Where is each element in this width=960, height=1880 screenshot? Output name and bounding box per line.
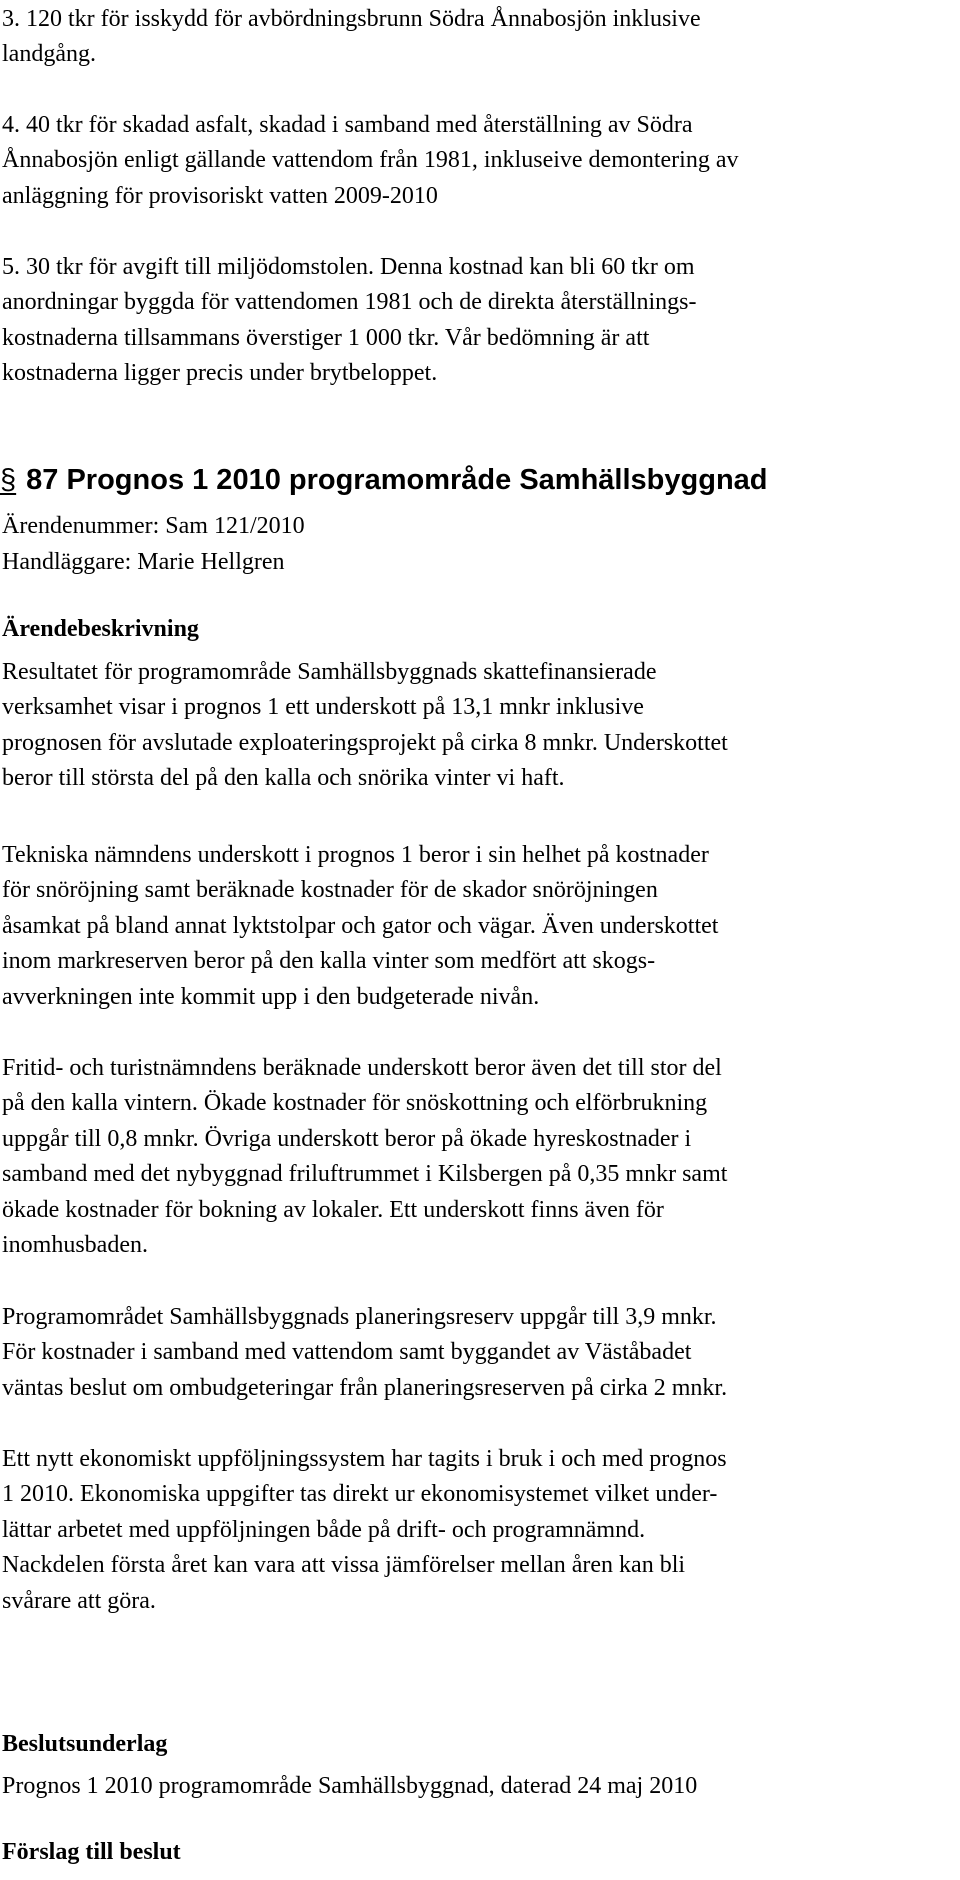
basis-heading: Beslutsunderlag (2, 1731, 168, 1757)
section-title: 87 Prognos 1 2010 programområde Samhällsbyggnad (26, 464, 768, 496)
proposal-heading: Förslag till beslut (2, 1839, 181, 1865)
section-sign: § (0, 464, 17, 496)
section-heading (0, 460, 950, 500)
list-item-5: 5. 30 tkr för avgift till miljödomstolen. Denna kostnad kan bli 60 tkr om anordningar byggda för vattendomen 1981 och de direkta återställnings- kostnaderna tillsammans överstiger 1 000 tkr. Vår bedömning är att kostnaderna ligger precis under brytbeloppet. (2, 254, 697, 387)
description-paragraph-5: Ett nytt ekonomiskt uppföljningssystem har tagits i bruk i och med prognos 1 2010. Ekonomiska uppgifter tas direkt ur ekonomisystemet vilket under- lättar arbetet med uppföljningen både på drift- och programnämnd. Nackdelen första året kan vara att vissa jämförelser mellan åren kan bli svårare att göra. (2, 1446, 727, 1614)
description-paragraph-1: Resultatet för programområde Samhällsbyggnads skattefinansierade verksamhet visar i prognos 1 ett underskott på 13,1 mnkr inklusive prognosen för avslutade exploateringsprojekt på cirka 8 mnkr. Underskottet beror till största del på den kalla och snörika vinter vi haft. (2, 659, 728, 792)
description-paragraph-4: Programområdet Samhällsbyggnads planeringsreserv uppgår till 3,9 mnkr. För kostnader i samband med vattendom samt byggandet av Väståbadet väntas beslut om ombudgeteringar från planeringsreserven på cirka 2 mnkr. (2, 1304, 728, 1401)
description-paragraph-2: Tekniska nämndens underskott i prognos 1 beror i sin helhet på kostnader för snöröjning samt beräknade kostnader för de skador snöröjningen åsamkat på bland annat lyktstolpar och gator och vägar. Även underskottet inom markreserven beror på den kalla vinter som medfört att skogs- avverkningen inte kommit upp i den budgeterade nivån. (2, 842, 719, 1010)
case-number: Ärendenummer: Sam 121/2010 (2, 513, 305, 539)
list-item-4: 4. 40 tkr för skadad asfalt, skadad i samband med återställning av Södra Ånnabosjön enligt gällande vattendom från 1981, inkluseive demontering av anläggning för provisoriskt vatten 2009-2010 (2, 112, 739, 209)
description-heading: Ärendebeskrivning (2, 616, 199, 642)
case-handler: Handläggare: Marie Hellgren (2, 549, 285, 575)
basis-text: Prognos 1 2010 programområde Samhällsbyggnad, daterad 24 maj 2010 (2, 1773, 698, 1799)
description-paragraph-3: Fritid- och turistnämndens beräknade underskott beror även det till stor del på den kalla vintern. Ökade kostnader för snöskottning och elförbrukning uppgår till 0,8 mnkr. Övriga underskott beror på ökade hyreskostnader i samband med det nybyggnad friluftrummet i Kilsbergen på 0,35 mnkr samt ökade kostnader för bokning av lokaler. Ett underskott finns även för inomhusbaden. (2, 1055, 728, 1259)
list-item-3: 3. 120 tkr för isskydd för avbördningsbrunn Södra Ånnabosjön inklusive landgång. (2, 6, 701, 68)
